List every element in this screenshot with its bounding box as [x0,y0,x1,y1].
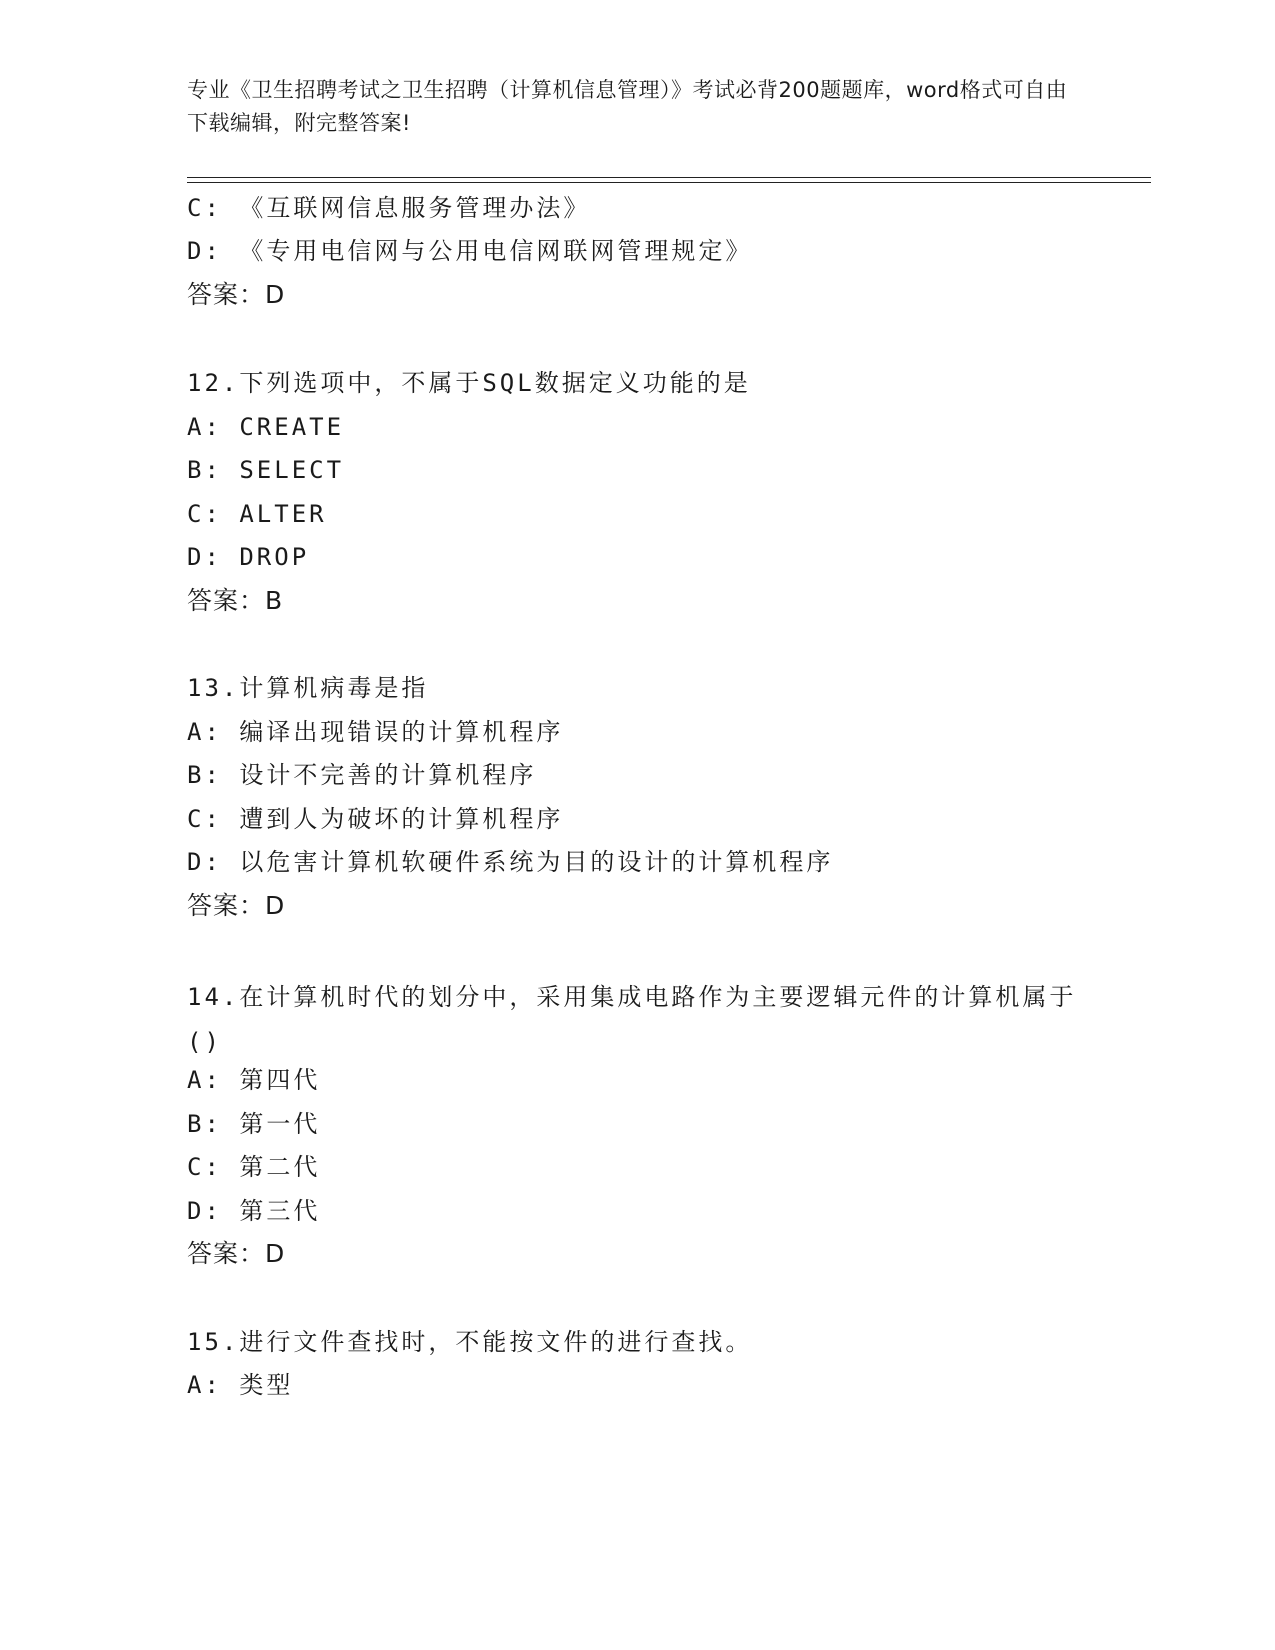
q14-option-d: D: 第三代 [187,1197,321,1225]
q13-option-d: D: 以危害计算机软硬件系统为目的设计的计算机程序 [187,848,834,876]
q14-option-c: C: 第二代 [187,1153,321,1181]
q13-option-a: A: 编译出现错误的计算机程序 [187,718,564,746]
q14-option-a: A: 第四代 [187,1066,321,1094]
q15-option-a: A: 类型 [187,1371,294,1399]
q13-option-b: B: 设计不完善的计算机程序 [187,761,537,789]
q11-option-c: C: 《互联网信息服务管理办法》 [187,194,591,222]
q12-stem: 12.下列选项中，不属于SQL数据定义功能的是 [187,369,751,397]
q14-stem: 14.在计算机时代的划分中，采用集成电路作为主要逻辑元件的计算机属于() [187,983,1077,1056]
header-divider-top [187,177,1151,178]
q12-answer: 答案：B [187,586,284,615]
q15-stem: 15.进行文件查找时，不能按文件的进行查找。 [187,1328,753,1356]
q11-option-d: D: 《专用电信网与公用电信网联网管理规定》 [187,237,753,265]
q14-answer: 答案：D [187,1239,286,1268]
q12-option-b: B: SELECT [187,456,345,484]
document-header-title: 专业《卫生招聘考试之卫生招聘（计算机信息管理）》考试必背200题题库，word格式可自由下载编辑，附完整答案! [187,78,1068,135]
header-divider-bottom [187,182,1151,183]
q13-option-c: C: 遭到人为破坏的计算机程序 [187,805,564,833]
q11-answer: 答案：D [187,280,286,309]
q12-option-a: A: CREATE [187,413,345,441]
q13-answer: 答案：D [187,891,286,920]
q12-option-d: D: DROP [187,543,310,571]
q12-option-c: C: ALTER [187,500,327,528]
q14-option-b: B: 第一代 [187,1110,321,1138]
q13-stem: 13.计算机病毒是指 [187,674,429,702]
